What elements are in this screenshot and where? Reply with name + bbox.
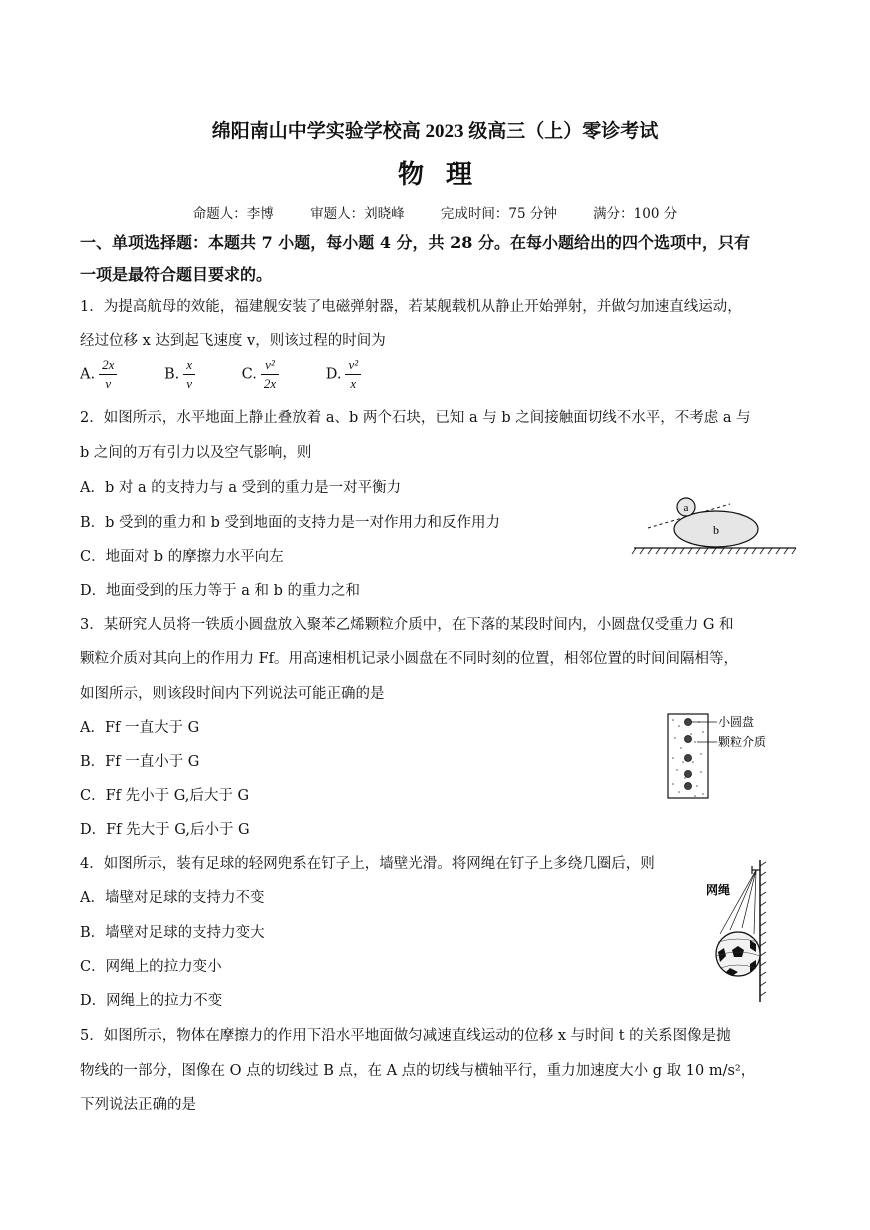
disc-label: 小圆盘 (718, 715, 755, 729)
q3-option-b: B．Ff 一直小于 G (80, 754, 200, 770)
q3-disc-medium-figure (665, 712, 785, 802)
q2-stones-figure (630, 494, 800, 556)
stone-a-label: a (683, 502, 689, 514)
meta-reviewer: 审题人：刘晓峰 (310, 206, 405, 222)
q3-option-a: A．Ff 一直大于 G (80, 720, 200, 736)
q1-option-a: A. $\frac{2x}{v}$ (80, 356, 121, 393)
q2-option-b: B．b 受到的重力和 b 受到地面的支持力是一对作用力和反作用力 (80, 515, 501, 531)
q1-stem-line2: 经过位移 x 达到起飞速度 v，则该过程的时间为 (80, 333, 386, 349)
q2-stem-line1: 2．如图所示，水平地面上静止叠放着 a、b 两个石块，已知 a 与 b 之间接触面切线不水平，不考虑 a 与 (80, 410, 751, 426)
q1-option-c: C. $\frac{\text{v²}}{2x}$ (242, 356, 283, 393)
q2-option-d: D．地面受到的压力等于 a 和 b 的重力之和 (80, 583, 360, 599)
q1-option-d: D. $\frac{\text{v²}}{x}$ (326, 356, 365, 393)
q4-football-figure (700, 856, 780, 1006)
q4-option-c: C．网绳上的拉力变小 (80, 959, 222, 975)
q4-stem-line1: 4．如图所示，装有足球的轻网兜系在钉子上，墙壁光滑。将网绳在钉子上多绕几圈后，则 (80, 856, 655, 872)
q4-option-d: D．网绳上的拉力不变 (80, 993, 223, 1009)
q4-option-b: B．墙壁对足球的支持力变大 (80, 925, 265, 941)
meta-time: 完成时间：75 分钟 (440, 206, 557, 222)
q3-stem-line1: 3．某研究人员将一铁质小圆盘放入聚苯乙烯颗粒介质中，在下落的某段时间内，小圆盘仅受重力 G 和 (80, 617, 734, 633)
net-ropes (720, 870, 756, 934)
q2-option-a: A．b 对 a 的支持力与 a 受到的重力是一对平衡力 (80, 480, 402, 496)
q5-stem-line3: 下列说法正确的是 (80, 1097, 196, 1113)
exam-meta (0, 202, 870, 222)
q2-option-c: C．地面对 b 的摩擦力水平向左 (80, 549, 284, 565)
rope-label: 网绳 (706, 883, 731, 897)
section-heading-line1: 一、单项选择题：本题共 7 小题，每小题 4 分，共 28 分。在每小题给出的四个选项中，只有 (80, 233, 750, 252)
q3-option-c: C．Ff 先小于 G,后大于 G (80, 788, 250, 804)
meta-score: 满分：100 分 (593, 206, 678, 222)
q1-option-b: B. $\frac{x}{v}$ (164, 356, 199, 393)
section-heading-line2: 一项是最符合题目要求的。 (80, 265, 273, 284)
q3-stem-line3: 如图所示，则该段时间内下列说法可能正确的是 (80, 686, 385, 702)
q3-option-d: D．Ff 先大于 G,后小于 G (80, 822, 250, 838)
q5-stem-line2: 物线的一部分，图像在 O 点的切线过 B 点，在 A 点的切线与横轴平行，重力加速度大小 g 取 10 m/s²， (80, 1063, 756, 1079)
ground-hatch (632, 548, 796, 554)
q5-stem-line1: 5．如图所示，物体在摩擦力的作用下沿水平地面做匀减速直线运动的位移 x 与时间 t 的关系图像是抛 (80, 1028, 731, 1044)
wall-hatch (760, 862, 766, 996)
subject-title: 物理 (397, 160, 494, 190)
q1-options (80, 356, 365, 393)
q2-stem-line2: b 之间的万有引力以及空气影响，则 (80, 445, 312, 461)
q4-option-a: A．墙壁对足球的支持力不变 (80, 890, 265, 906)
q3-stem-line2: 颗粒介质对其向上的作用力 Ff。用高速相机记录小圆盘在不同时刻的位置，相邻位置的时间间隔相等， (80, 651, 739, 667)
meta-author: 命题人：李博 (192, 206, 274, 222)
q1-stem-line1: 1．为提高航母的效能，福建舰安装了电磁弹射器，若某舰载机从静止开始弹射，并做匀加速直线运动， (80, 299, 742, 315)
medium-label: 颗粒介质 (718, 735, 767, 749)
exam-title: 绵阳南山中学实验学校高 2023 级高三（上）零诊考试 (211, 121, 659, 142)
stone-b-label: b (713, 523, 719, 537)
